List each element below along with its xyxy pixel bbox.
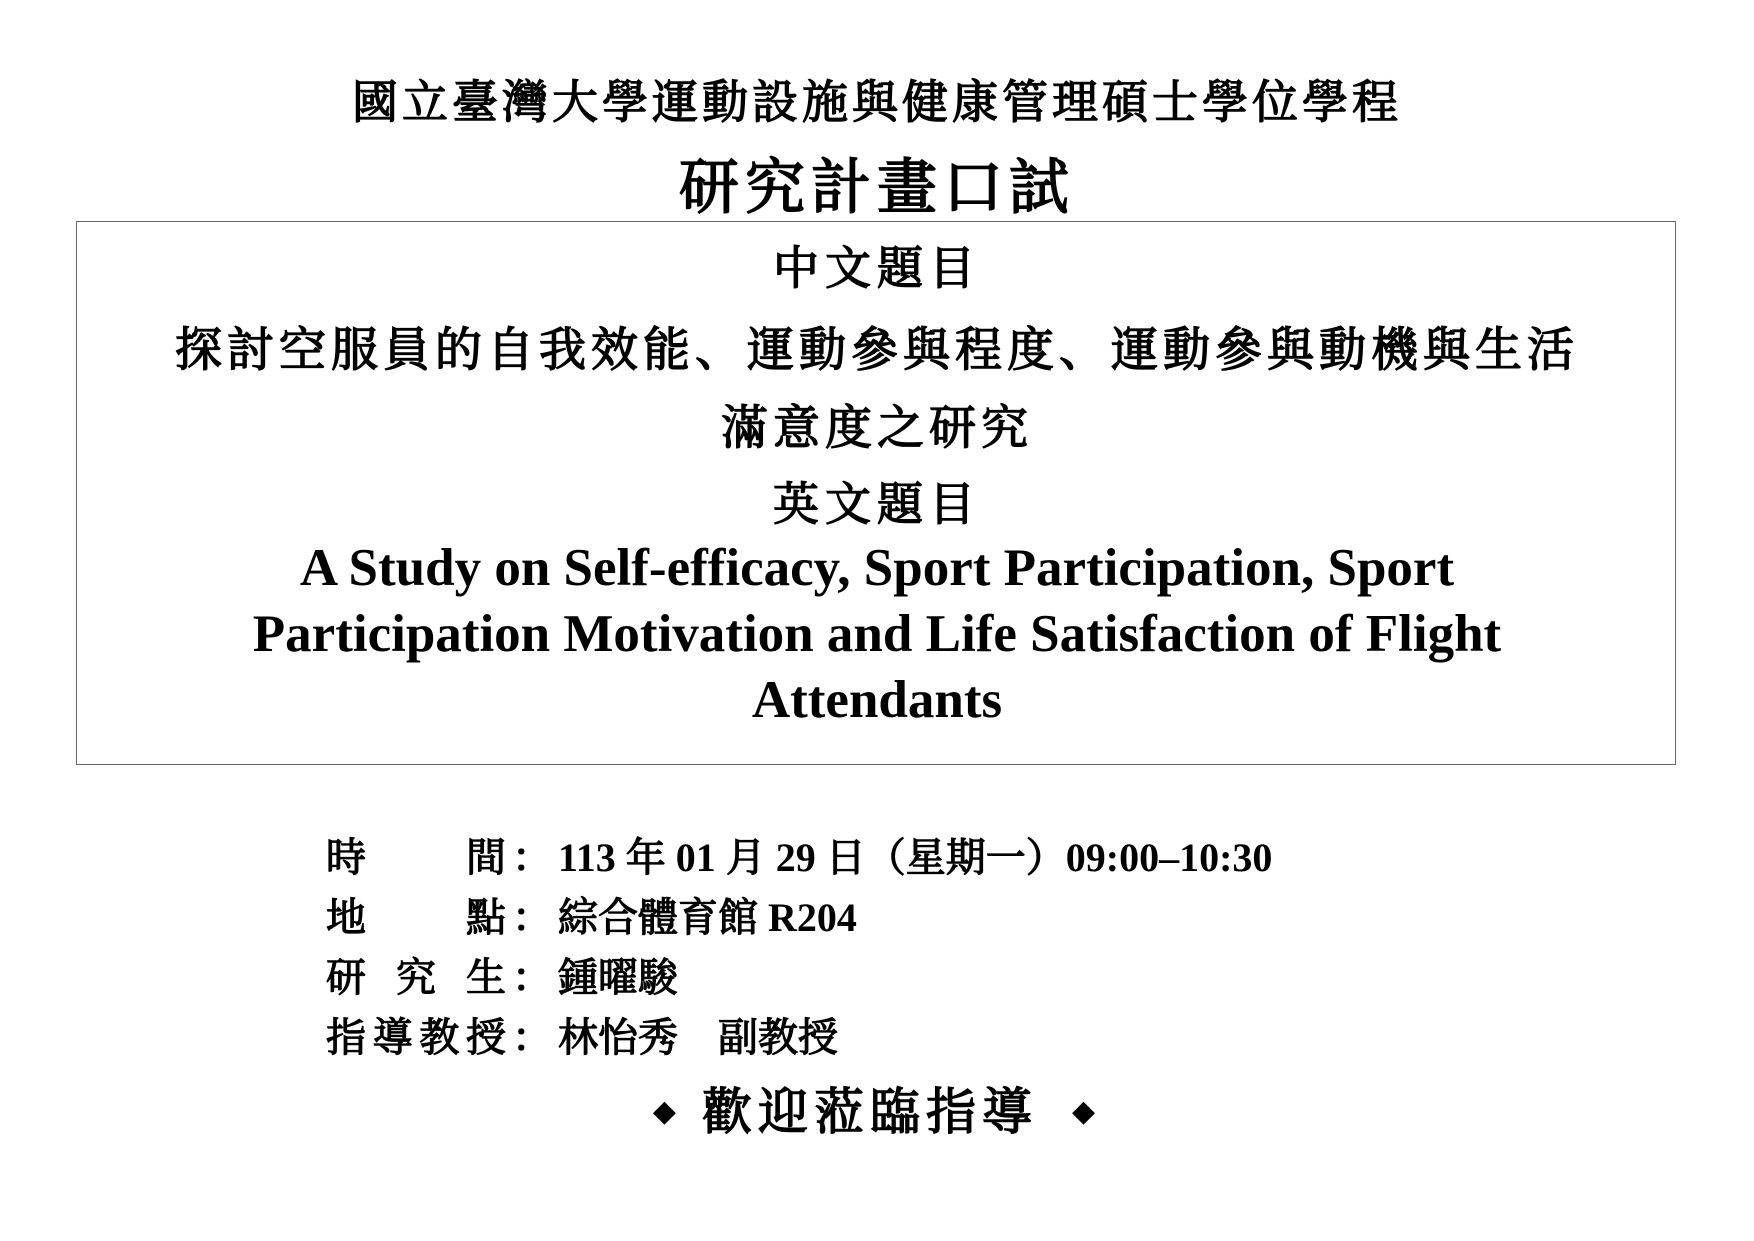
school-program-name: 國立臺灣大學運動設施與健康管理碩士學位學程	[352, 75, 1402, 129]
english-title-line-2: Participation Motivation and Life Satisfaction of Flight	[252, 605, 1502, 663]
english-title-line-1: A Study on Self-efficacy, Sport Participation, Sport	[299, 539, 1455, 597]
detail-colon: ：	[512, 954, 552, 1001]
detail-value: 綜合體育館 R204	[558, 895, 857, 940]
detail-label: 研 究 生	[326, 954, 506, 1001]
welcome-line	[0, 1072, 1754, 1144]
diamond-bullet-icon: ◆	[652, 1094, 682, 1129]
detail-value: 鍾曜駿	[558, 955, 678, 1000]
detail-colon: ：	[512, 834, 552, 881]
detail-colon: ：	[512, 894, 552, 941]
diamond-bullet-icon: ◆	[1072, 1094, 1102, 1129]
chinese-title-line-2: 滿意度之研究	[721, 401, 1033, 456]
chinese-title-line-1: 探討空服員的自我效能、運動參與程度、運動參與動機與生活	[175, 323, 1579, 378]
welcome-message: 歡迎蒞臨指導	[702, 1082, 1038, 1141]
detail-colon: ：	[512, 1014, 552, 1061]
english-title-heading: 英文題目	[773, 477, 981, 531]
detail-value: 林怡秀 副教授	[558, 1015, 838, 1060]
detail-value: 113 年 01 月 29 日（星期一）09:00–10:30	[558, 835, 1273, 880]
event-title: 研究計畫口試	[679, 153, 1075, 223]
detail-label: 指導教授	[326, 1014, 506, 1061]
english-title-line-3: Attendants	[751, 671, 1003, 729]
detail-label: 時 間	[326, 834, 506, 881]
detail-label: 地 點	[326, 894, 506, 941]
chinese-title-heading: 中文題目	[773, 241, 981, 295]
